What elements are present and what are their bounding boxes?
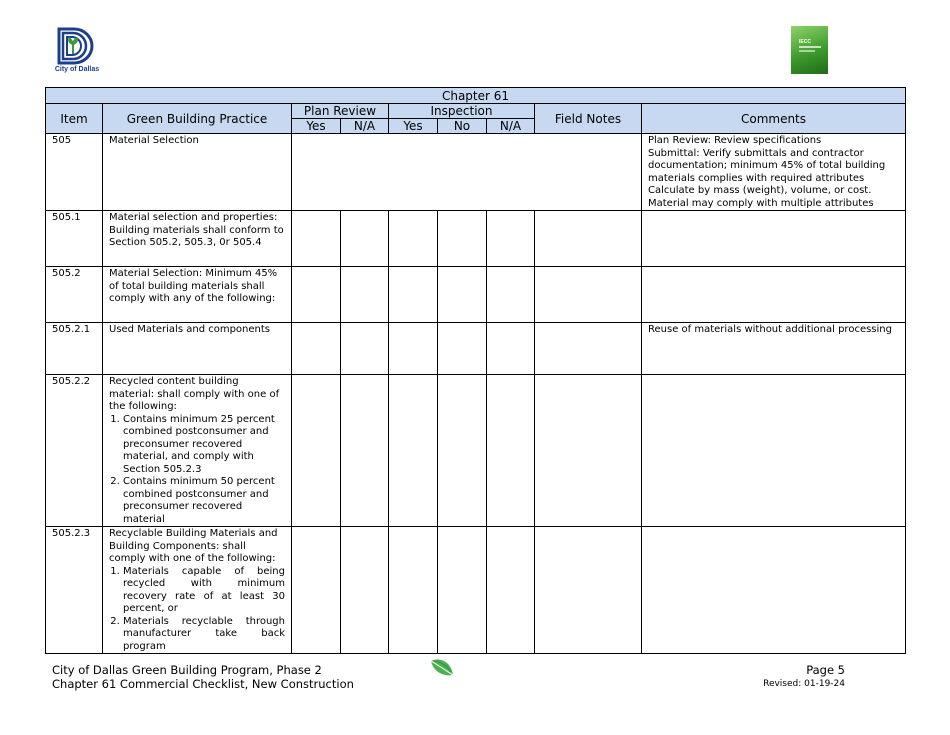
col-item: Item [46, 104, 103, 134]
col-practice: Green Building Practice [103, 104, 292, 134]
table-row [46, 323, 906, 375]
plan-na-cell[interactable] [341, 375, 389, 527]
practice-cell [103, 527, 292, 654]
insp-na-cell[interactable] [487, 527, 535, 654]
col-field-notes: Field Notes [535, 104, 642, 134]
plan-na-cell[interactable] [341, 211, 389, 267]
comment-line: Material may comply with multiple attributes [648, 197, 874, 209]
field-notes-cell[interactable] [535, 527, 642, 654]
plan-yes-cell[interactable] [292, 375, 341, 527]
comments-cell[interactable] [642, 211, 906, 267]
plan-yes-cell[interactable] [292, 323, 341, 375]
practice-option: 1. Materials capable of being recycled with minimum recovery rate of at least 30 percent, or [123, 566, 285, 616]
insp-na-cell[interactable] [487, 211, 535, 267]
table-row [46, 267, 906, 323]
insp-yes-cell[interactable] [389, 527, 438, 654]
chapter-header-row [46, 88, 906, 104]
plan-yes-cell[interactable] [292, 267, 341, 323]
book-stripe [799, 46, 821, 48]
practice-text: Recyclable Building Materials and Building Components: shall comply with one of the following: [109, 528, 278, 564]
comment-line: Submittal: Verify submittals and contractor [648, 147, 864, 159]
comments-cell[interactable] [642, 527, 906, 654]
item-cell: 505 [46, 134, 103, 211]
comment-line: documentation; minimum 45% of total building [648, 160, 886, 171]
practice-text: Recycled content building material: shall comply with one of the following: [109, 376, 280, 412]
insp-yes-cell[interactable] [389, 375, 438, 527]
city-of-dallas-logo [52, 26, 102, 76]
comment-line: Plan Review: Review specifications [648, 135, 822, 146]
merged-check-cell [292, 134, 642, 211]
plan-yes-cell[interactable] [292, 527, 341, 654]
insp-yes-cell[interactable] [389, 211, 438, 267]
insp-no-cell[interactable] [438, 211, 487, 267]
insp-na-cell[interactable] [487, 375, 535, 527]
table-row [46, 134, 906, 211]
table-row [46, 375, 906, 527]
footer-checklist-title: Chapter 61 Commercial Checklist, New Construction [52, 677, 354, 691]
comments-cell[interactable] [642, 375, 906, 527]
insp-no-cell[interactable] [438, 267, 487, 323]
field-notes-cell[interactable] [535, 375, 642, 527]
table-row [46, 527, 906, 654]
insp-no-cell[interactable] [438, 375, 487, 527]
insp-na-cell[interactable] [487, 323, 535, 375]
green-leaf-icon [429, 657, 455, 679]
insp-yes-cell[interactable] [389, 267, 438, 323]
practice-cell: Used Materials and components [103, 323, 292, 375]
city-logo-caption: City of Dallas [54, 66, 100, 73]
col-insp-no: No [438, 119, 487, 134]
col-plan-review: Plan Review [292, 104, 389, 119]
item-cell: 505.2 [46, 267, 103, 323]
comment-line: materials complies with required attributes [648, 172, 865, 184]
col-inspection: Inspection [389, 104, 535, 119]
comments-cell [642, 323, 906, 375]
footer-right [763, 663, 845, 691]
practice-option: 2. Contains minimum 50 percent combined postconsumer and preconsumer recovered material [123, 476, 285, 526]
col-insp-na: N/A [487, 119, 535, 134]
comment-line: Calculate by mass (weight), volume, or cost. [648, 185, 872, 196]
field-notes-cell[interactable] [535, 267, 642, 323]
code-book-cover-image [791, 26, 828, 74]
comments-cell[interactable] [642, 267, 906, 323]
field-notes-cell[interactable] [535, 323, 642, 375]
practice-options-list [109, 566, 285, 654]
practice-options-list [109, 414, 285, 527]
item-cell: 505.2.2 [46, 375, 103, 527]
table-row [46, 211, 906, 267]
footer-left [52, 663, 354, 691]
insp-no-cell[interactable] [438, 323, 487, 375]
practice-option: 1. Contains minimum 25 percent combined postconsumer and preconsumer recovered material, and comply with Section 505.2.3 [123, 414, 285, 477]
book-stripe [799, 50, 815, 52]
col-insp-yes: Yes [389, 119, 438, 134]
revised-date: Revised: 01-19-24 [763, 679, 845, 689]
col-plan-yes: Yes [292, 119, 341, 134]
page-number: Page 5 [806, 663, 845, 677]
practice-option: 2. Materials recyclable through manufacturer take back program [123, 616, 285, 654]
plan-na-cell[interactable] [341, 323, 389, 375]
insp-yes-cell[interactable] [389, 323, 438, 375]
col-comments: Comments [642, 104, 906, 134]
practice-cell: Material Selection: Minimum 45% of total building materials shall comply with any of the following: [103, 267, 292, 323]
practice-cell [103, 375, 292, 527]
insp-na-cell[interactable] [487, 267, 535, 323]
checklist-table [45, 87, 906, 654]
practice-cell: Material selection and properties: Building materials shall conform to Section 505.2, 505.3, 0r 505.4 [103, 211, 292, 267]
comments-cell [642, 134, 906, 211]
item-cell: 505.2.3 [46, 527, 103, 654]
item-cell: 505.2.1 [46, 323, 103, 375]
plan-yes-cell[interactable] [292, 211, 341, 267]
practice-cell: Material Selection [103, 134, 292, 211]
chapter-title: Chapter 61 [46, 88, 906, 104]
comment-line: Reuse of materials without additional processing [648, 324, 892, 335]
book-label: IECC [799, 39, 811, 45]
plan-na-cell[interactable] [341, 527, 389, 654]
plan-na-cell[interactable] [341, 267, 389, 323]
field-notes-cell[interactable] [535, 211, 642, 267]
dallas-d-icon [52, 26, 102, 68]
insp-no-cell[interactable] [438, 527, 487, 654]
column-header-row [46, 104, 906, 119]
col-plan-na: N/A [341, 119, 389, 134]
item-cell: 505.1 [46, 211, 103, 267]
footer-program-title: City of Dallas Green Building Program, Phase 2 [52, 663, 322, 677]
